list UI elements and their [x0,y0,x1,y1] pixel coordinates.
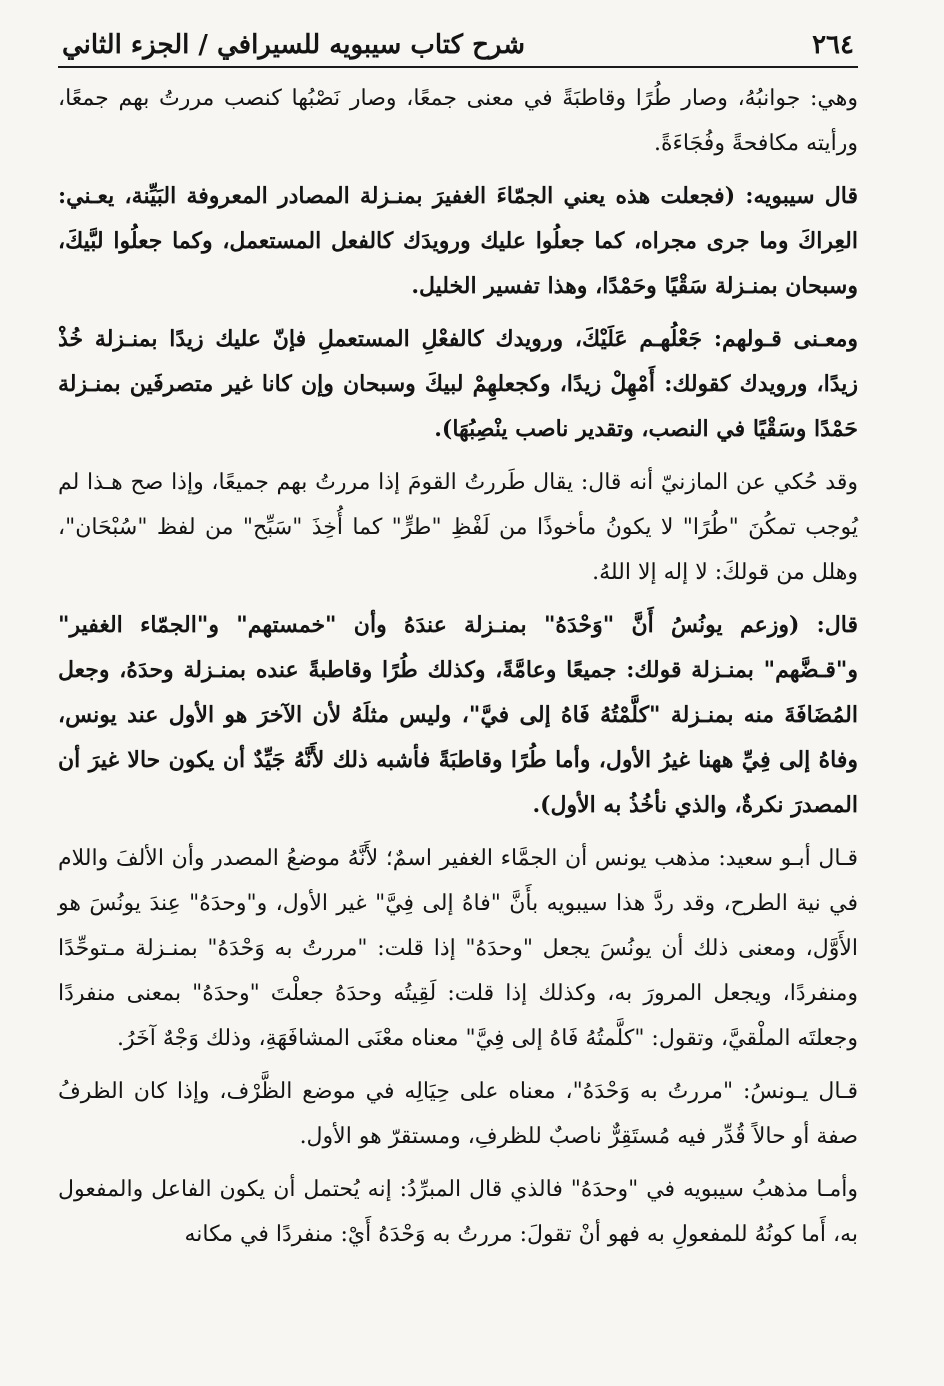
paragraph: قـال يـونسُ: "مررتُ به وَحْدَهُ"، معناه على حِيَالِه في موضع الظَّرْف، وإذا كان الظرفُ صفة أو حالاً قُدِّر فيه مُستَقِرٌّ ناصبٌ للظرفِ، ومستقرّ هو الأول. [58,1079,858,1149]
paragraph: قال سيبويه: (فجعلت هذه يعني الجمّاءَ الغفيرَ بمنـزلة المصادر المعروفة البَيِّنة، يعـني: العِراكَ وما جرى مجراه، كما جعلُوا عليك ورويدَك كالفعل المستعمل، وكما جعلُوا لبَّيكَ، وسبحان بمنـزلة سَقْيًا وحَمْدًا، وهذا تفسير الخليل. [58,183,858,299]
paragraph: وأمـا مذهبُ سيبويه في "وحدَهُ" فالذي قال المبرِّدُ: إنه يُحتمل أن يكون الفاعل والمفعول به، أَما كونُهُ للمفعولِ به فهو أنْ تقولَ: مررتُ به وَحْدَهُ أَيْ: منفردًا في مكانه [58,1177,858,1247]
paragraph: وهي: جوانبُهُ، وصار طُرًا وقاطبَةً في معنى جمعًا، وصار نَصْبُها كنصب مررتُ بهم جمعًا، ورأيته مكافحةً وفُجَاءَةً. [58,86,858,156]
paragraph: ومعـنى قـولهم: جَعْلُهـم عَلَيْكَ، ورويدك كالفعْلِ المستعملِ فإنّ عليك زيدًا بمنـزلة خُذْ زيدًا، ورويدك كقولك: أَمْهِلْ زيدًا، وكجعلهِمْ لبيكَ وسبحان وإن كانا غير متصرفَين بمنـزلة حَمْدًا وسَقْيًا في النصب، وتقدير ناصب ينْصِبُهَا). [58,326,859,442]
running-title: شرح كتاب سيبويه للسيرافي / الجزء الثاني [62,30,525,60]
body-text [58,76,858,1257]
paragraph: قـال أبـو سعيد: مذهب يونس أن الجمَّاء الغفير اسمٌ؛ لأَنَّهُ موضعُ المصدر وأن الألفَ واللام في نية الطرح، وقد ردَّ هذا سيبويه بأَنَّ "فاهُ إلى فِيَّ" غير الأول، و"وحدَهُ" عِندَ يونُسَ هو الأَوَّل، ومعنى ذلك أن يونُسَ يجعل "وحدَهُ" إذا قلت: "مررتُ به وَحْدَهُ" بمنـزلة مـتوحِّدًا ومنفردًا، ويجعل المرورَ به، وكذلك إذا قلت: لَقِيتُه وحدَهُ جعلْتَ "وحدَهُ" بمعنى منفردًا وجعلتَه الملْقيَّ، وتقول: "كلَّمتُهُ فَاهُ إلى فِيَّ" معناه معْنَى المشافَهَةِ، وذلك وَجْهٌ آخَرُ. [58,846,858,1051]
running-header [58,30,858,66]
header-rule [58,66,858,68]
page-number: ٢٦٤ [812,30,854,60]
paragraph: وقد حُكي عن المازنيّ أنه قال: يقال طَررتُ القومَ إذا مررتُ بهم جميعًا، وإذا صح هـذا لم يُوجب تمكُنَ "طُرًا" لا يكونُ مأخوذًا من لَفْظِ "طرٍّ" كما أُخِذَ "سَبِّح" من لفظ "سُبْحَان"، وهلل من قولكَ: لا إله إلا اللهُ. [58,470,858,585]
paragraph: قال: (وزعم يونُسُ أَنَّ "وَحْدَهُ" بمنـزلة عندَهُ وأن "خمستهم" و"الجمّاء الغفير" و"قـضَّهم" بمنـزلة قولك: جميعًا وعامَّةً، وكذلك طُرًا وقاطبةً عنده بمنـزلة وحدَهُ، وجعل المُضَافَةَ منه بمنـزلة "كلَّمْتُهُ فَاهُ إلى فيَّ"، وليس مثلَهُ لأن الآخرَ هو الأول عند يونس، وفاهُ إلى فِيِّ ههنا غيرُ الأول، وأما طُرًا وقاطبَةً فأشبه ذلك لأَنَّهُ جَيِّدٌ أن يكون حالا غيرَ أن المصدرَ نكرةٌ، والذي نأخُذُ به الأول). [58,612,858,818]
